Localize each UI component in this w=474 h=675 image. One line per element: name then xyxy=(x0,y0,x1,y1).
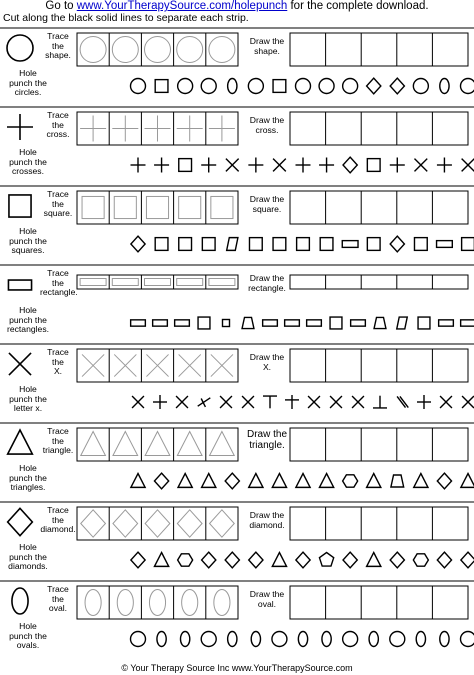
circle-shape xyxy=(145,37,171,63)
diamond-shape xyxy=(202,552,216,568)
trace-guide-rectangle xyxy=(80,279,106,286)
rectangle-shape xyxy=(307,320,322,326)
oval-shape xyxy=(180,632,189,647)
rectangle-shape xyxy=(437,241,453,248)
square-shape xyxy=(179,238,192,251)
circle-shape xyxy=(413,79,428,94)
circle-shape xyxy=(461,79,474,94)
square-shape xyxy=(330,317,342,329)
diamond-shape xyxy=(154,473,168,489)
diamond-shape xyxy=(390,236,404,252)
triangle-shape xyxy=(272,553,286,567)
oval-shape xyxy=(416,632,425,647)
triangle-shape xyxy=(81,432,106,456)
trapezoid-shape xyxy=(242,317,254,328)
circle-shape xyxy=(201,79,216,94)
oval-shape xyxy=(228,79,237,94)
diamond-shape xyxy=(437,473,451,489)
diamond-shape xyxy=(131,236,145,252)
oval-shape xyxy=(157,632,166,647)
oval-shape xyxy=(322,632,331,647)
oval-shape xyxy=(149,590,165,616)
triangle-shape xyxy=(296,474,310,488)
square-shape xyxy=(155,80,168,93)
circle-shape xyxy=(296,79,311,94)
rectangle-shape xyxy=(342,241,358,248)
diamond-shape xyxy=(81,510,106,537)
punch-label-circle: Hole punch the circles. xyxy=(9,68,47,97)
oval-shape xyxy=(117,590,133,616)
triangle-shape xyxy=(8,430,33,454)
trapezoid-shape xyxy=(374,317,386,328)
diamond-shape xyxy=(225,473,239,489)
punch-label-square: Hole punch the squares. xyxy=(9,226,47,255)
hexagon-shape xyxy=(343,475,358,487)
punch-label-cross: Hole punch the crosses. xyxy=(9,147,47,176)
rectangle-shape xyxy=(285,320,300,326)
trace-guide-rectangle xyxy=(145,279,171,286)
download-link[interactable]: www.YourTherapySource.com/holepunch xyxy=(76,0,288,12)
square-shape xyxy=(273,238,286,251)
square-shape xyxy=(9,195,31,217)
triangle-shape xyxy=(145,432,170,456)
trace-guide-rectangle xyxy=(177,279,203,286)
triangle-shape xyxy=(272,474,286,488)
square-shape xyxy=(414,238,427,251)
square-shape xyxy=(297,238,310,251)
rectangle-shape xyxy=(175,320,190,326)
diamond-shape xyxy=(343,157,357,173)
triangle-shape xyxy=(414,474,428,488)
circle-shape xyxy=(80,37,106,63)
triangle-shape xyxy=(178,474,192,488)
draw-box xyxy=(290,428,468,461)
diamond-shape xyxy=(131,552,145,568)
triangle-shape xyxy=(210,432,235,456)
trace-label-oval: Trace the oval. xyxy=(47,584,69,613)
diamond-shape xyxy=(225,552,239,568)
diamond-shape xyxy=(367,78,381,94)
square-shape xyxy=(202,238,215,251)
circle-shape xyxy=(209,37,235,63)
square-shape xyxy=(223,320,230,327)
diamond-shape xyxy=(249,552,263,568)
square-shape xyxy=(179,196,201,218)
oval-shape xyxy=(85,590,101,616)
triangle-shape xyxy=(113,432,138,456)
oval-shape xyxy=(182,590,198,616)
oval-shape xyxy=(298,632,307,647)
draw-label-x: Draw the X. xyxy=(249,352,285,372)
diamond-shape xyxy=(461,552,474,568)
square-shape xyxy=(320,238,333,251)
square-shape xyxy=(462,238,474,251)
circle-shape xyxy=(319,79,334,94)
hexagon-shape xyxy=(178,554,193,566)
circle-shape xyxy=(272,632,287,647)
triangle-shape xyxy=(367,474,381,488)
triangle-shape xyxy=(154,553,168,567)
square-shape xyxy=(114,196,136,218)
rectangle-shape xyxy=(153,320,168,326)
draw-box xyxy=(290,586,468,619)
punch-label-rectangle: Hole punch the rectangles. xyxy=(6,305,50,334)
circle-shape xyxy=(248,79,263,94)
square-shape xyxy=(211,196,233,218)
triangle-shape xyxy=(249,474,263,488)
triangle-shape xyxy=(202,474,216,488)
circle-shape xyxy=(343,632,358,647)
diamond-shape xyxy=(210,510,235,537)
draw-label-oval: Draw the oval. xyxy=(249,589,285,609)
draw-box xyxy=(290,507,468,540)
square-shape xyxy=(273,80,286,93)
draw-label-square: Draw the square. xyxy=(249,194,285,214)
footer-copyright: © Your Therapy Source Inc www.YourTherapySource.com xyxy=(121,663,353,673)
triangle-shape xyxy=(131,474,145,488)
square-shape xyxy=(198,317,210,329)
parallelogram-shape xyxy=(227,238,238,251)
square-shape xyxy=(82,196,104,218)
diamond-shape xyxy=(113,510,138,537)
circle-shape xyxy=(177,37,203,63)
triangle-shape xyxy=(177,432,202,456)
trace-label-rectangle: Trace the rectangle. xyxy=(40,268,78,297)
rectangle-shape xyxy=(439,320,454,326)
diamond-shape xyxy=(390,78,404,94)
oval-shape xyxy=(251,632,260,647)
diamond-shape xyxy=(437,552,451,568)
circle-shape xyxy=(390,632,405,647)
rectangle-shape xyxy=(131,320,146,326)
draw-label-rectangle: Draw the rectangle. xyxy=(248,273,286,293)
triangle-shape xyxy=(319,474,333,488)
square-shape xyxy=(418,317,430,329)
draw-label-circle: Draw the shape. xyxy=(249,36,285,56)
rectangle-shape xyxy=(351,320,366,326)
circle-shape xyxy=(201,632,216,647)
draw-box xyxy=(290,349,468,382)
circle-shape xyxy=(343,79,358,94)
diamond-shape xyxy=(343,552,357,568)
oval-shape xyxy=(369,632,378,647)
draw-label-triangle: Draw the triangle. xyxy=(246,429,287,451)
draw-label-diamond: Draw the diamond. xyxy=(249,510,285,530)
trace-label-diamond: Trace the diamond. xyxy=(40,505,76,534)
trace-label-square: Trace the square. xyxy=(43,189,73,218)
circle-shape xyxy=(7,35,33,61)
header-prefix: Go to xyxy=(45,0,74,12)
oval-shape xyxy=(12,588,28,614)
pentagon-shape xyxy=(319,553,333,567)
square-shape xyxy=(146,196,168,218)
draw-box xyxy=(290,191,468,224)
trace-guide-rectangle xyxy=(209,279,235,286)
triangle-shape xyxy=(367,553,381,567)
trace-guide-rectangle xyxy=(112,279,138,286)
square-shape xyxy=(367,159,380,172)
square-shape xyxy=(249,238,262,251)
draw-box xyxy=(290,275,468,289)
rectangle-shape xyxy=(263,320,278,326)
punch-label-x: Hole punch the letter x. xyxy=(9,384,47,413)
diamond-shape xyxy=(8,508,33,535)
square-shape xyxy=(155,238,168,251)
draw-box xyxy=(290,33,468,66)
punch-label-triangle: Hole punch the triangles. xyxy=(9,463,47,492)
cut-instructions: Cut along the black solid lines to separate each strip. xyxy=(3,12,249,24)
parallelogram-shape xyxy=(397,317,408,329)
hexagon-shape xyxy=(413,554,428,566)
oval-shape xyxy=(214,590,230,616)
circle-shape xyxy=(461,632,474,647)
trace-box xyxy=(77,507,238,540)
punch-label-diamond: Hole punch the diamonds. xyxy=(8,542,48,571)
rectangle-shape xyxy=(461,320,474,326)
diamond-shape xyxy=(177,510,202,537)
trace-box xyxy=(77,191,238,224)
circle-shape xyxy=(131,632,146,647)
trace-label-circle: Trace the shape. xyxy=(45,31,71,60)
circle-shape xyxy=(131,79,146,94)
oval-shape xyxy=(440,79,449,94)
circle-shape xyxy=(178,79,193,94)
punch-label-oval: Hole punch the ovals. xyxy=(9,621,47,650)
trace-box xyxy=(77,33,238,66)
diamond-shape xyxy=(296,552,310,568)
draw-label-cross: Draw the cross. xyxy=(249,115,285,135)
trace-label-x: Trace the X. xyxy=(47,347,69,376)
square-shape xyxy=(367,238,380,251)
circle-shape xyxy=(112,37,138,63)
oval-shape xyxy=(228,632,237,647)
triangle-shape xyxy=(461,474,474,488)
rectangle-shape xyxy=(8,280,31,290)
trapezoid-shape xyxy=(391,475,404,487)
square-shape xyxy=(179,159,192,172)
diamond-shape xyxy=(145,510,170,537)
trace-box xyxy=(77,275,238,289)
trace-label-cross: Trace the cross. xyxy=(46,110,70,139)
diamond-shape xyxy=(390,552,404,568)
draw-box xyxy=(290,112,468,145)
oval-shape xyxy=(440,632,449,647)
header-suffix: for the complete download. xyxy=(290,0,429,12)
trace-label-triangle: Trace the triangle. xyxy=(42,426,74,455)
